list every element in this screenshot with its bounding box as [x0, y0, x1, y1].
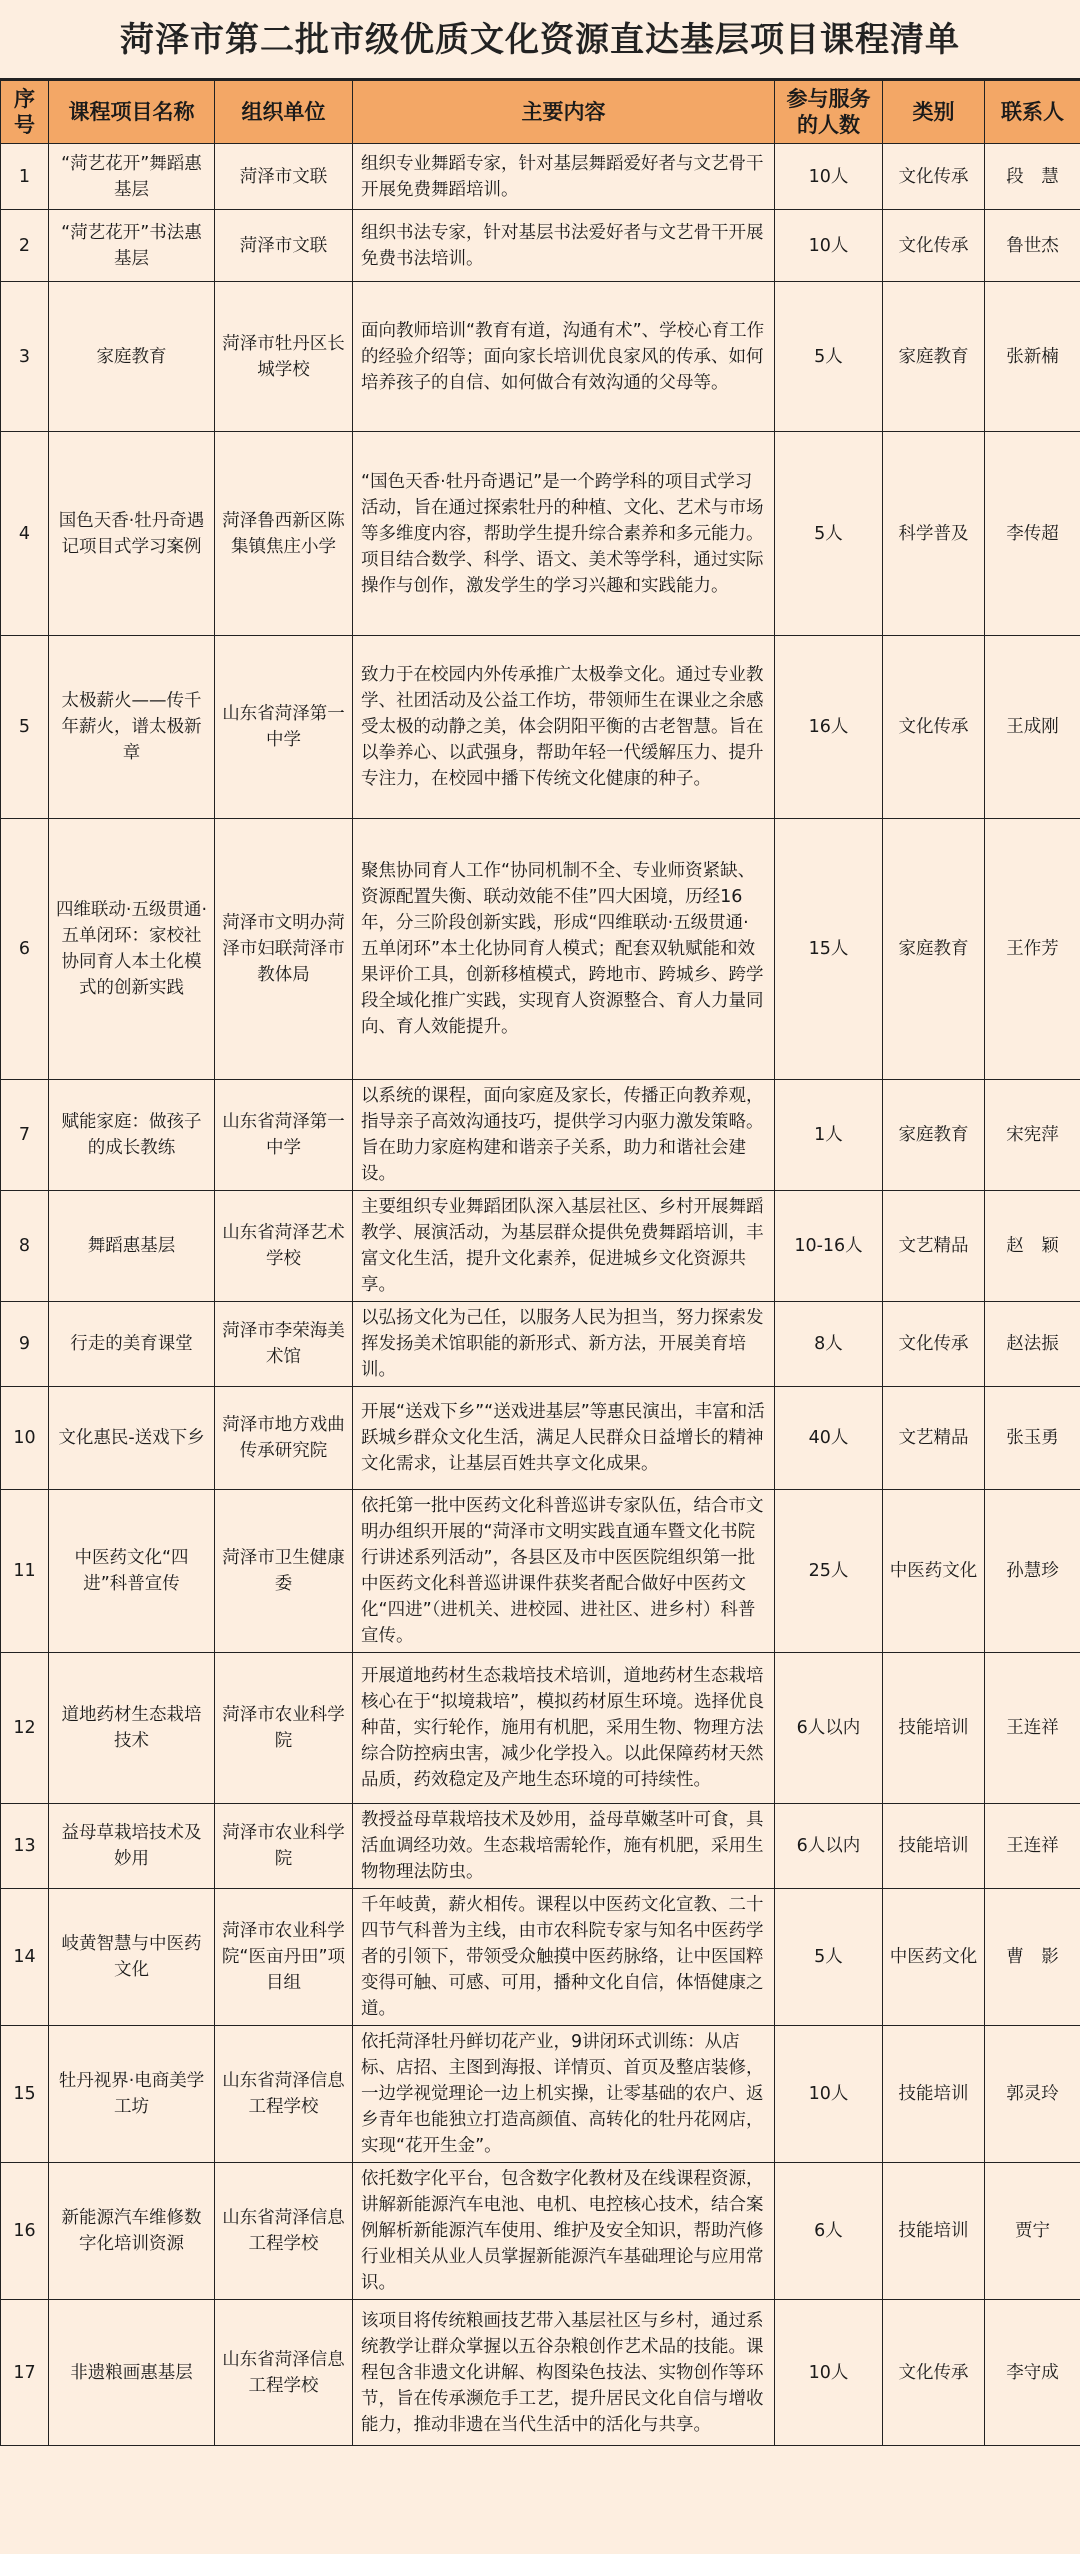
- row-content: 开展“送戏下乡”“送戏进基层”等惠民演出，丰富和活跃城乡群众文化生活，满足人民群众日益增长的精神文化需求，让基层百姓共享文化成果。: [353, 1387, 775, 1490]
- table-row: [1, 1080, 1080, 1191]
- row-organization: 菏泽市地方戏曲传承研究院: [215, 1387, 353, 1490]
- row-index: 10: [1, 1387, 49, 1490]
- row-index: 13: [1, 1804, 49, 1889]
- header-org: 组织单位: [215, 81, 353, 144]
- row-content: 组织专业舞蹈专家，针对基层舞蹈爱好者与文艺骨干开展免费舞蹈培训。: [353, 144, 775, 210]
- row-organization: 菏泽市文联: [215, 144, 353, 210]
- row-category: 中医药文化: [883, 1490, 985, 1653]
- row-participant-count: 8人: [775, 1302, 883, 1387]
- row-content: 主要组织专业舞蹈团队深入基层社区、乡村开展舞蹈教学、展演活动，为基层群众提供免费舞蹈培训，丰富文化生活，提升文化素养，促进城乡文化资源共享。: [353, 1191, 775, 1302]
- row-participant-count: 5人: [775, 432, 883, 636]
- page-title: 菏泽市第二批市级优质文化资源直达基层项目课程清单: [0, 0, 1080, 80]
- row-organization: 菏泽市卫生健康委: [215, 1490, 353, 1653]
- header-category: 类别: [883, 81, 985, 144]
- row-category: 文艺精品: [883, 1387, 985, 1490]
- row-course-name: “菏艺花开”书法惠基层: [49, 210, 215, 282]
- row-organization: 菏泽市文明办菏泽市妇联菏泽市教体局: [215, 819, 353, 1080]
- table-row: [1, 1490, 1080, 1653]
- row-course-name: 文化惠民-送戏下乡: [49, 1387, 215, 1490]
- header-count: 参与服务的人数: [775, 81, 883, 144]
- row-participant-count: 6人: [775, 2163, 883, 2300]
- row-course-name: 太极薪火——传千年薪火，谱太极新章: [49, 636, 215, 819]
- row-index: 4: [1, 432, 49, 636]
- row-content: 开展道地药材生态栽培技术培训，道地药材生态栽培核心在于“拟境栽培”，模拟药材原生环境。选择优良种苗，实行轮作，施用有机肥，采用生物、物理方法综合防控病虫害，减少化学投入。以此保障药材天然品质，药效稳定及产地生态环境的可持续性。: [353, 1653, 775, 1804]
- table-row: [1, 1387, 1080, 1490]
- row-index: 7: [1, 1080, 49, 1191]
- row-participant-count: 25人: [775, 1490, 883, 1653]
- row-participant-count: 10-16人: [775, 1191, 883, 1302]
- header-row: [1, 81, 1080, 144]
- row-organization: 菏泽市农业科学院: [215, 1804, 353, 1889]
- row-participant-count: 10人: [775, 210, 883, 282]
- row-category: 文化传承: [883, 144, 985, 210]
- row-organization: 山东省菏泽信息工程学校: [215, 2300, 353, 2446]
- table-row: [1, 432, 1080, 636]
- row-contact: 张玉勇: [985, 1387, 1080, 1490]
- row-content: 致力于在校园内外传承推广太极拳文化。通过专业教学、社团活动及公益工作坊，带领师生在课业之余感受太极的动静之美，体会阴阳平衡的古老智慧。旨在以拳养心、以武强身，帮助年轻一代缓解压力、提升专注力，在校园中播下传统文化健康的种子。: [353, 636, 775, 819]
- row-organization: 菏泽市农业科学院“医亩丹田”项目组: [215, 1889, 353, 2026]
- row-course-name: 岐黄智慧与中医药文化: [49, 1889, 215, 2026]
- row-organization: 山东省菏泽信息工程学校: [215, 2026, 353, 2163]
- table-row: [1, 1889, 1080, 2026]
- row-category: 家庭教育: [883, 1080, 985, 1191]
- row-course-name: 四维联动·五级贯通·五单闭环：家校社协同育人本土化模式的创新实践: [49, 819, 215, 1080]
- row-contact: 王成刚: [985, 636, 1080, 819]
- row-category: 家庭教育: [883, 282, 985, 432]
- course-table: [0, 80, 1080, 2446]
- row-category: 文艺精品: [883, 1191, 985, 1302]
- row-content: 以弘扬文化为己任，以服务人民为担当，努力探索发挥发扬美术馆职能的新形式、新方法，开展美育培训。: [353, 1302, 775, 1387]
- header-content: 主要内容: [353, 81, 775, 144]
- table-row: [1, 210, 1080, 282]
- row-course-name: 新能源汽车维修数字化培训资源: [49, 2163, 215, 2300]
- row-course-name: 国色天香·牡丹奇遇记项目式学习案例: [49, 432, 215, 636]
- row-contact: 赵法振: [985, 1302, 1080, 1387]
- row-course-name: 赋能家庭：做孩子的成长教练: [49, 1080, 215, 1191]
- row-course-name: “菏艺花开”舞蹈惠基层: [49, 144, 215, 210]
- table-row: [1, 1191, 1080, 1302]
- row-participant-count: 6人以内: [775, 1804, 883, 1889]
- row-category: 文化传承: [883, 210, 985, 282]
- row-index: 1: [1, 144, 49, 210]
- row-index: 12: [1, 1653, 49, 1804]
- row-index: 9: [1, 1302, 49, 1387]
- row-contact: 宋宪萍: [985, 1080, 1080, 1191]
- table-row: [1, 2026, 1080, 2163]
- row-participant-count: 15人: [775, 819, 883, 1080]
- row-participant-count: 40人: [775, 1387, 883, 1490]
- row-organization: 菏泽市农业科学院: [215, 1653, 353, 1804]
- row-content: 依托菏泽牡丹鲜切花产业，9讲闭环式训练：从店标、店招、主图到海报、详情页、首页及整店装修，一边学视觉理论一边上机实操，让零基础的农户、返乡青年也能独立打造高颜值、高转化的牡丹花网店，实现“花开生金”。: [353, 2026, 775, 2163]
- row-content: 依托数字化平台，包含数字化教材及在线课程资源，讲解新能源汽车电池、电机、电控核心技术，结合案例解析新能源汽车使用、维护及安全知识，帮助汽修行业相关从业人员掌握新能源汽车基础理论与应用常识。: [353, 2163, 775, 2300]
- row-index: 6: [1, 819, 49, 1080]
- row-organization: 菏泽市牡丹区长城学校: [215, 282, 353, 432]
- row-category: 中医药文化: [883, 1889, 985, 2026]
- row-index: 16: [1, 2163, 49, 2300]
- row-content: 千年岐黄，薪火相传。课程以中医药文化宣教、二十四节气科普为主线，由市农科院专家与知名中医药学者的引领下，带领受众触摸中医药脉络，让中医国粹变得可触、可感、可用，播种文化自信，体悟健康之道。: [353, 1889, 775, 2026]
- table-row: [1, 1804, 1080, 1889]
- row-contact: 曹 影: [985, 1889, 1080, 2026]
- row-participant-count: 6人以内: [775, 1653, 883, 1804]
- row-participant-count: 10人: [775, 2026, 883, 2163]
- row-organization: 山东省菏泽艺术学校: [215, 1191, 353, 1302]
- row-index: 3: [1, 282, 49, 432]
- row-contact: 张新楠: [985, 282, 1080, 432]
- row-category: 技能培训: [883, 1653, 985, 1804]
- row-contact: 王作芳: [985, 819, 1080, 1080]
- header-name: 课程项目名称: [49, 81, 215, 144]
- row-course-name: 非遗粮画惠基层: [49, 2300, 215, 2446]
- row-index: 14: [1, 1889, 49, 2026]
- row-participant-count: 1人: [775, 1080, 883, 1191]
- table-row: [1, 636, 1080, 819]
- row-contact: 赵 颖: [985, 1191, 1080, 1302]
- header-contact: 联系人: [985, 81, 1080, 144]
- table-row: [1, 1653, 1080, 1804]
- row-index: 11: [1, 1490, 49, 1653]
- table-row: [1, 282, 1080, 432]
- row-category: 技能培训: [883, 2026, 985, 2163]
- row-contact: 鲁世杰: [985, 210, 1080, 282]
- row-contact: 段 慧: [985, 144, 1080, 210]
- header-index: 序号: [1, 81, 49, 144]
- row-organization: 山东省菏泽信息工程学校: [215, 2163, 353, 2300]
- row-category: 技能培训: [883, 2163, 985, 2300]
- table-row: [1, 1302, 1080, 1387]
- row-content: 该项目将传统粮画技艺带入基层社区与乡村，通过系统教学让群众掌握以五谷杂粮创作艺术品的技能。课程包含非遗文化讲解、构图染色技法、实物创作等环节，旨在传承濒危手工艺，提升居民文化自信与增收能力，推动非遗在当代生活中的活化与共享。: [353, 2300, 775, 2446]
- table-row: [1, 2300, 1080, 2446]
- row-course-name: 家庭教育: [49, 282, 215, 432]
- row-participant-count: 5人: [775, 282, 883, 432]
- table-row: [1, 144, 1080, 210]
- row-organization: 山东省菏泽第一中学: [215, 1080, 353, 1191]
- row-content: 聚焦协同育人工作“协同机制不全、专业师资紧缺、资源配置失衡、联动效能不佳”四大困境，历经16年，分三阶段创新实践，形成“四维联动·五级贯通·五单闭环”本土化协同育人模式；配套双轨赋能和效果评价工具，创新移植模式，跨地市、跨城乡、跨学段全域化推广实践，实现育人资源整合、育人力量同向、育人效能提升。: [353, 819, 775, 1080]
- row-course-name: 益母草栽培技术及妙用: [49, 1804, 215, 1889]
- row-index: 15: [1, 2026, 49, 2163]
- row-participant-count: 16人: [775, 636, 883, 819]
- row-category: 文化传承: [883, 636, 985, 819]
- row-category: 家庭教育: [883, 819, 985, 1080]
- row-contact: 郭灵玲: [985, 2026, 1080, 2163]
- row-index: 17: [1, 2300, 49, 2446]
- row-index: 2: [1, 210, 49, 282]
- row-content: 依托第一批中医药文化科普巡讲专家队伍，结合市文明办组织开展的“菏泽市文明实践直通车暨文化书院行讲述系列活动”，各县区及市中医医院组织第一批中医药文化科普巡讲课件获奖者配合做好中医药文化“四进”（进机关、进校园、进社区、进乡村）科普宣传。: [353, 1490, 775, 1653]
- row-category: 文化传承: [883, 1302, 985, 1387]
- row-content: 教授益母草栽培技术及妙用，益母草嫩茎叶可食，具活血调经功效。生态栽培需轮作，施有机肥，采用生物物理法防虫。: [353, 1804, 775, 1889]
- row-content: 组织书法专家，针对基层书法爱好者与文艺骨干开展免费书法培训。: [353, 210, 775, 282]
- row-organization: 山东省菏泽第一中学: [215, 636, 353, 819]
- row-course-name: 中医药文化“四进”科普宣传: [49, 1490, 215, 1653]
- row-participant-count: 5人: [775, 1889, 883, 2026]
- row-contact: 孙慧珍: [985, 1490, 1080, 1653]
- row-index: 8: [1, 1191, 49, 1302]
- row-course-name: 道地药材生态栽培技术: [49, 1653, 215, 1804]
- row-content: “国色天香·牡丹奇遇记”是一个跨学科的项目式学习活动，旨在通过探索牡丹的种植、文化、艺术与市场等多维度内容，帮助学生提升综合素养和多元能力。项目结合数学、科学、语文、美术等学科，通过实际操作与创作，激发学生的学习兴趣和实践能力。: [353, 432, 775, 636]
- row-course-name: 牡丹视界·电商美学工坊: [49, 2026, 215, 2163]
- row-contact: 王连祥: [985, 1653, 1080, 1804]
- row-content: 面向教师培训“教育有道，沟通有术”、学校心育工作的经验介绍等；面向家长培训优良家风的传承、如何培养孩子的自信、如何做合有效沟通的父母等。: [353, 282, 775, 432]
- row-organization: 菏泽鲁西新区陈集镇焦庄小学: [215, 432, 353, 636]
- row-organization: 菏泽市李荣海美术馆: [215, 1302, 353, 1387]
- row-category: 文化传承: [883, 2300, 985, 2446]
- row-category: 技能培训: [883, 1804, 985, 1889]
- row-participant-count: 10人: [775, 144, 883, 210]
- row-category: 科学普及: [883, 432, 985, 636]
- row-index: 5: [1, 636, 49, 819]
- row-course-name: 行走的美育课堂: [49, 1302, 215, 1387]
- row-course-name: 舞蹈惠基层: [49, 1191, 215, 1302]
- table-row: [1, 819, 1080, 1080]
- row-contact: 王连祥: [985, 1804, 1080, 1889]
- row-contact: 贾宁: [985, 2163, 1080, 2300]
- row-content: 以系统的课程，面向家庭及家长，传播正向教养观，指导亲子高效沟通技巧，提供学习内驱力激发策略。旨在助力家庭构建和谐亲子关系，助力和谐社会建设。: [353, 1080, 775, 1191]
- table-row: [1, 2163, 1080, 2300]
- row-organization: 菏泽市文联: [215, 210, 353, 282]
- row-participant-count: 10人: [775, 2300, 883, 2446]
- row-contact: 李传超: [985, 432, 1080, 636]
- row-contact: 李守成: [985, 2300, 1080, 2446]
